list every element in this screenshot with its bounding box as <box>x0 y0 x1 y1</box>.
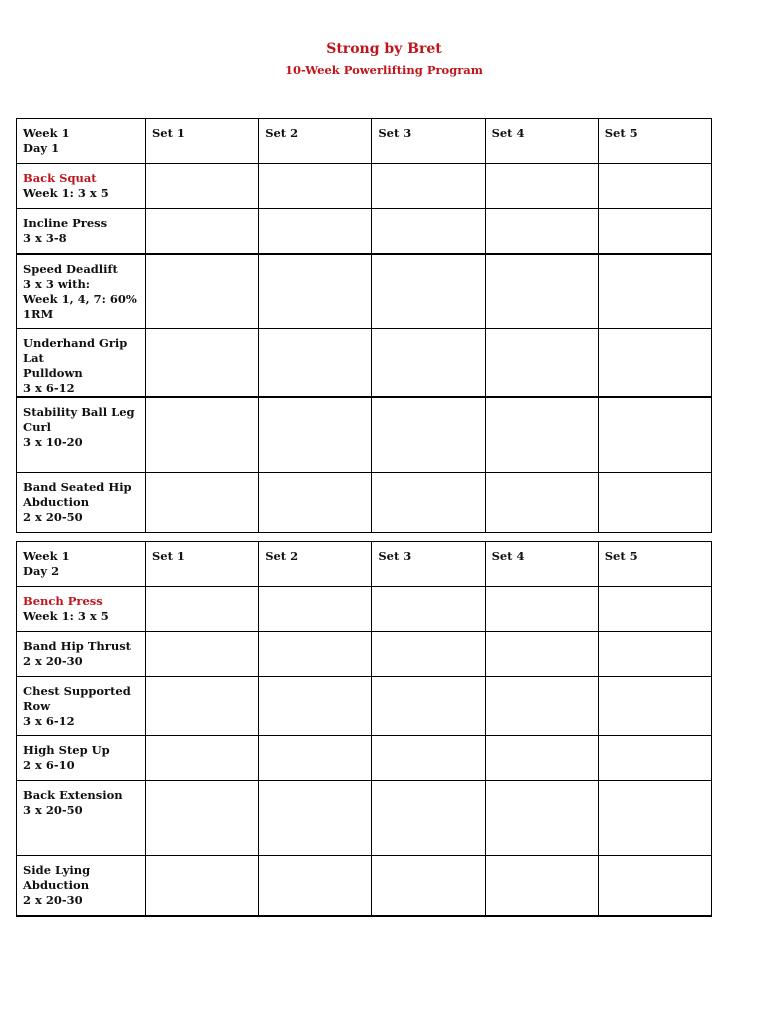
day1-table <box>16 118 712 533</box>
exercise-name: Underhand Grip Lat <box>23 336 128 365</box>
set-entry-cell[interactable] <box>485 472 598 532</box>
set-entry-cell[interactable] <box>259 397 372 472</box>
exercise-name: Bench Press <box>23 594 103 608</box>
exercise-detail: 3 x 6-12 <box>23 381 75 395</box>
exercise-detail: 1RM <box>23 306 54 321</box>
set-entry-cell[interactable] <box>372 254 485 329</box>
set-entry-cell[interactable] <box>485 587 598 632</box>
program-subtitle: 10-Week Powerlifting Program <box>285 63 483 77</box>
exercise-cell <box>17 677 146 736</box>
set-entry-cell[interactable] <box>259 632 372 677</box>
exercise-detail: Abduction <box>23 494 90 509</box>
set-entry-cell[interactable] <box>372 856 485 916</box>
set-entry-cell[interactable] <box>598 329 711 398</box>
set1-header: Set 1 <box>146 542 259 587</box>
set-entry-cell[interactable] <box>598 472 711 532</box>
set-entry-cell[interactable] <box>485 736 598 781</box>
set-entry-cell[interactable] <box>146 209 259 254</box>
exercise-name: Speed Deadlift <box>23 261 118 276</box>
set-entry-cell[interactable] <box>372 397 485 472</box>
set-entry-cell[interactable] <box>259 856 372 916</box>
exercise-name: Stability Ball Leg <box>23 405 135 419</box>
table-row <box>17 736 712 781</box>
set-entry-cell[interactable] <box>372 472 485 532</box>
exercise-detail: 3 x 3-8 <box>23 231 67 245</box>
table-row <box>17 856 712 916</box>
day1-header-cell <box>17 119 146 164</box>
set-entry-cell[interactable] <box>598 254 711 329</box>
exercise-cell <box>17 781 146 856</box>
table-row <box>17 677 712 736</box>
set-entry-cell[interactable] <box>485 329 598 398</box>
set-entry-cell[interactable] <box>146 781 259 856</box>
set-entry-cell[interactable] <box>372 164 485 209</box>
exercise-cell <box>17 472 146 532</box>
exercise-name: Side Lying <box>23 863 91 877</box>
day1-week-label: Week 1 <box>23 126 70 140</box>
set-entry-cell[interactable] <box>146 856 259 916</box>
set4-header: Set 4 <box>485 542 598 587</box>
set1-header: Set 1 <box>146 119 259 164</box>
exercise-detail: Week 1: 3 x 5 <box>23 609 109 623</box>
set-entry-cell[interactable] <box>259 781 372 856</box>
day2-header-row <box>17 542 712 587</box>
set-entry-cell[interactable] <box>372 329 485 398</box>
set5-header: Set 5 <box>598 542 711 587</box>
set-entry-cell[interactable] <box>259 677 372 736</box>
day2-header-cell <box>17 542 146 587</box>
exercise-detail: 3 x 3 with: <box>23 276 91 291</box>
set-entry-cell[interactable] <box>598 781 711 856</box>
table-row <box>17 329 712 398</box>
set-entry-cell[interactable] <box>598 587 711 632</box>
set-entry-cell[interactable] <box>598 632 711 677</box>
day2-table <box>16 541 712 917</box>
exercise-detail: 2 x 20-30 <box>23 654 83 668</box>
set-entry-cell[interactable] <box>485 632 598 677</box>
set-entry-cell[interactable] <box>485 397 598 472</box>
set-entry-cell[interactable] <box>259 736 372 781</box>
set-entry-cell[interactable] <box>598 856 711 916</box>
set3-header: Set 3 <box>372 542 485 587</box>
exercise-cell <box>17 397 146 472</box>
set3-header: Set 3 <box>372 119 485 164</box>
set4-header: Set 4 <box>485 119 598 164</box>
set-entry-cell[interactable] <box>485 209 598 254</box>
set-entry-cell[interactable] <box>259 254 372 329</box>
table-row <box>17 397 712 472</box>
program-title: Strong by Bret <box>326 41 442 57</box>
table-row <box>17 472 712 532</box>
set-entry-cell[interactable] <box>259 329 372 398</box>
exercise-cell <box>17 587 146 632</box>
set-entry-cell[interactable] <box>259 587 372 632</box>
set-entry-cell[interactable] <box>372 209 485 254</box>
exercise-detail: 3 x 20-50 <box>23 803 83 817</box>
exercise-detail: 3 x 6-12 <box>23 714 75 728</box>
table-row <box>17 209 712 254</box>
set-entry-cell[interactable] <box>485 781 598 856</box>
exercise-name: Back Squat <box>23 171 97 185</box>
set-entry-cell[interactable] <box>146 329 259 398</box>
exercise-name: Band Hip Thrust <box>23 639 131 653</box>
table-row <box>17 632 712 677</box>
day2-day-label: Day 2 <box>23 564 60 578</box>
table-row <box>17 254 712 329</box>
set-entry-cell[interactable] <box>146 632 259 677</box>
exercise-name: Incline Press <box>23 216 108 230</box>
exercise-cell <box>17 736 146 781</box>
set-entry-cell[interactable] <box>598 677 711 736</box>
table-row <box>17 587 712 632</box>
exercise-cell <box>17 329 146 398</box>
exercise-detail: 3 x 10-20 <box>23 435 83 449</box>
set-entry-cell[interactable] <box>372 587 485 632</box>
exercise-detail: Abduction <box>23 878 90 892</box>
exercise-detail: Pulldown <box>23 366 83 380</box>
exercise-cell <box>17 856 146 916</box>
exercise-cell <box>17 209 146 254</box>
exercise-detail: Row <box>23 699 51 713</box>
exercise-detail: Curl <box>23 420 51 434</box>
set-entry-cell[interactable] <box>485 856 598 916</box>
set-entry-cell[interactable] <box>146 254 259 329</box>
exercise-cell <box>17 254 146 329</box>
set-entry-cell[interactable] <box>372 736 485 781</box>
set-entry-cell[interactable] <box>485 677 598 736</box>
set-entry-cell[interactable] <box>372 677 485 736</box>
set-entry-cell[interactable] <box>598 164 711 209</box>
exercise-detail: 2 x 6-10 <box>23 758 75 772</box>
set-entry-cell[interactable] <box>598 209 711 254</box>
set-entry-cell[interactable] <box>146 677 259 736</box>
exercise-cell <box>17 164 146 209</box>
table-row <box>17 164 712 209</box>
set-entry-cell[interactable] <box>372 781 485 856</box>
exercise-detail: 2 x 20-50 <box>23 509 83 524</box>
set-entry-cell[interactable] <box>146 164 259 209</box>
set-entry-cell[interactable] <box>372 632 485 677</box>
set-entry-cell[interactable] <box>146 736 259 781</box>
exercise-name: Band Seated Hip <box>23 479 132 494</box>
set-entry-cell[interactable] <box>598 397 711 472</box>
set-entry-cell[interactable] <box>259 209 372 254</box>
set-entry-cell[interactable] <box>485 254 598 329</box>
set-entry-cell[interactable] <box>259 164 372 209</box>
set-entry-cell[interactable] <box>485 164 598 209</box>
exercise-detail: Week 1: 3 x 5 <box>23 186 109 200</box>
exercise-detail: 2 x 20-30 <box>23 893 83 907</box>
day1-header-row <box>17 119 712 164</box>
set-entry-cell[interactable] <box>146 472 259 532</box>
day2-week-label: Week 1 <box>23 549 70 563</box>
set5-header: Set 5 <box>598 119 711 164</box>
exercise-name: High Step Up <box>23 743 110 757</box>
set2-header: Set 2 <box>259 119 372 164</box>
table-row <box>17 781 712 856</box>
set-entry-cell[interactable] <box>146 397 259 472</box>
exercise-name: Back Extension <box>23 788 123 802</box>
set-entry-cell[interactable] <box>146 587 259 632</box>
exercise-cell <box>17 632 146 677</box>
set-entry-cell[interactable] <box>259 472 372 532</box>
day1-day-label: Day 1 <box>23 141 60 155</box>
exercise-name: Chest Supported <box>23 684 131 698</box>
set2-header: Set 2 <box>259 542 372 587</box>
exercise-detail: Week 1, 4, 7: 60% <box>23 291 137 306</box>
set-entry-cell[interactable] <box>598 736 711 781</box>
